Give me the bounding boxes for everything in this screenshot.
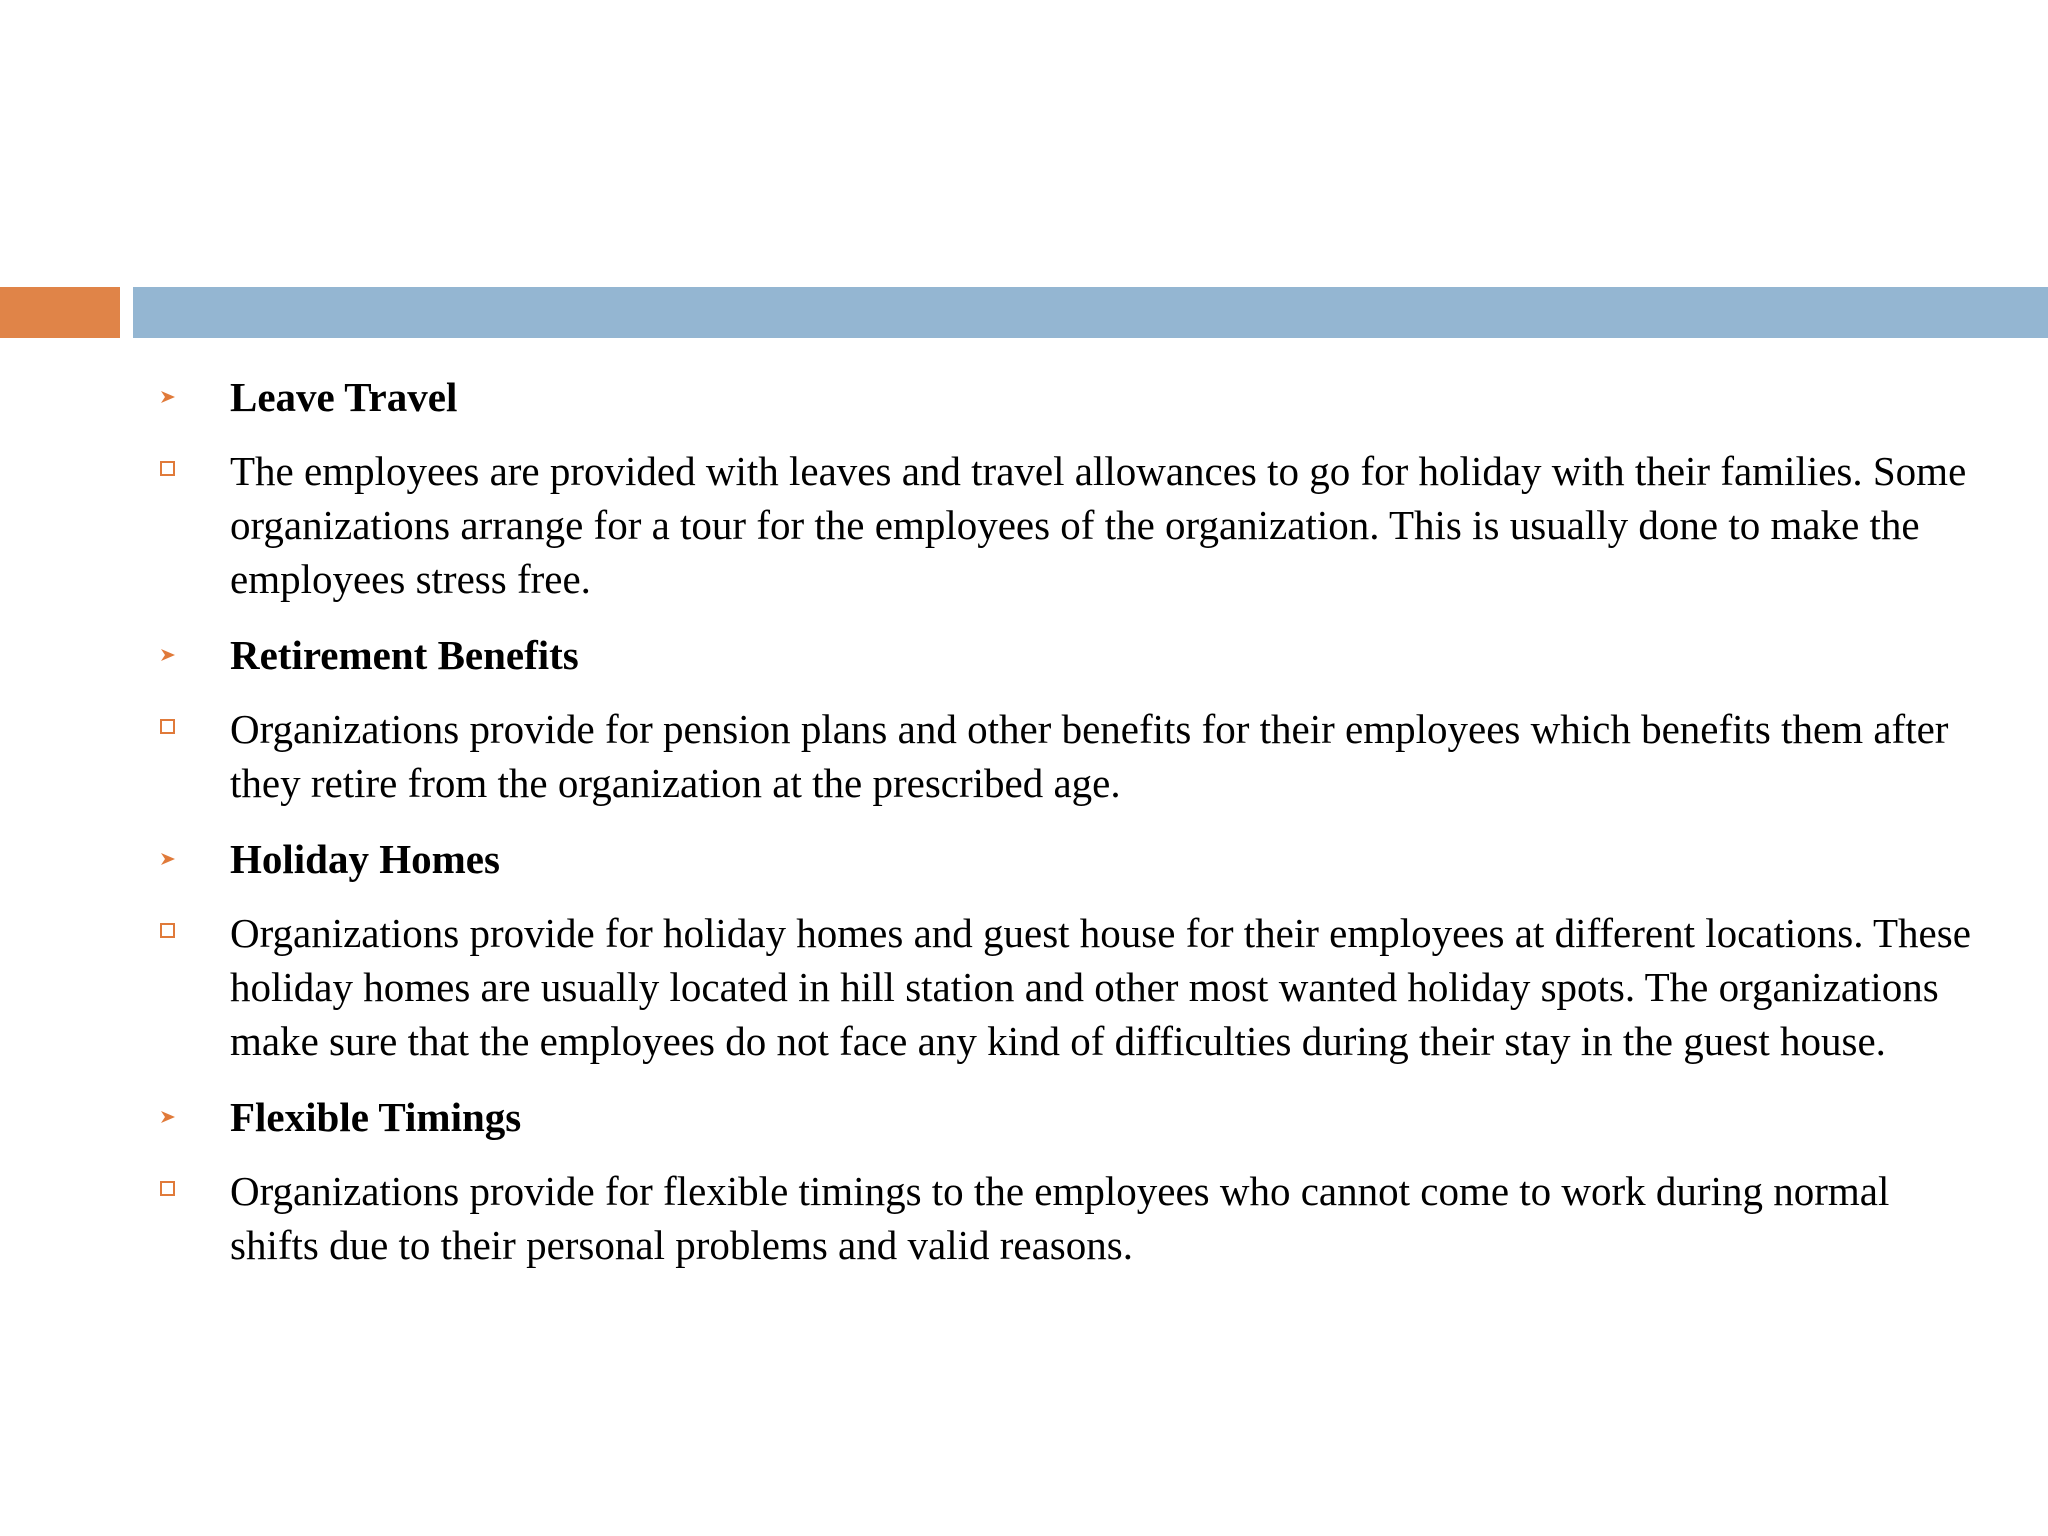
arrow-bullet-icon xyxy=(160,647,176,663)
accent-bar-orange xyxy=(0,287,120,338)
body-text: Organizations provide for pension plans and other benefits for their employees which benefits them after they retire from the organization at the prescribed age. xyxy=(230,706,1949,806)
accent-bar-blue xyxy=(133,287,2048,338)
section-heading-flexible-timings xyxy=(0,1090,2048,1144)
section-heading-retirement-benefits xyxy=(0,628,2048,682)
heading-text: Flexible Timings xyxy=(230,1094,522,1140)
arrow-bullet-icon xyxy=(160,1109,176,1125)
heading-text: Holiday Homes xyxy=(230,836,500,882)
section-body-holiday-homes xyxy=(0,906,2048,1068)
square-bullet-icon xyxy=(160,461,175,476)
section-heading-leave-travel xyxy=(0,370,2048,424)
square-bullet-icon xyxy=(160,719,175,734)
arrow-bullet-icon xyxy=(160,851,176,867)
square-bullet-icon xyxy=(160,1181,175,1196)
body-text: Organizations provide for flexible timings to the employees who cannot come to work during normal shifts due to their personal problems and valid reasons. xyxy=(230,1168,1890,1268)
section-body-retirement-benefits xyxy=(0,702,2048,810)
heading-text: Leave Travel xyxy=(230,374,458,420)
slide-content xyxy=(0,350,2048,1272)
section-heading-holiday-homes xyxy=(0,832,2048,886)
body-text: The employees are provided with leaves and travel allowances to go for holiday with their families. Some organizations arrange for a tour for the employees of the organization. This is usually done to make the employees stress free. xyxy=(230,448,1967,602)
section-body-leave-travel xyxy=(0,444,2048,606)
square-bullet-icon xyxy=(160,923,175,938)
body-text: Organizations provide for holiday homes and guest house for their employees at different locations. These holiday homes are usually located in hill station and other most wanted holiday spots. The organizations make sure that the employees do not face any kind of difficulties during their stay in the guest house. xyxy=(230,910,1971,1064)
heading-text: Retirement Benefits xyxy=(230,632,579,678)
section-body-flexible-timings xyxy=(0,1164,2048,1272)
arrow-bullet-icon xyxy=(160,389,176,405)
